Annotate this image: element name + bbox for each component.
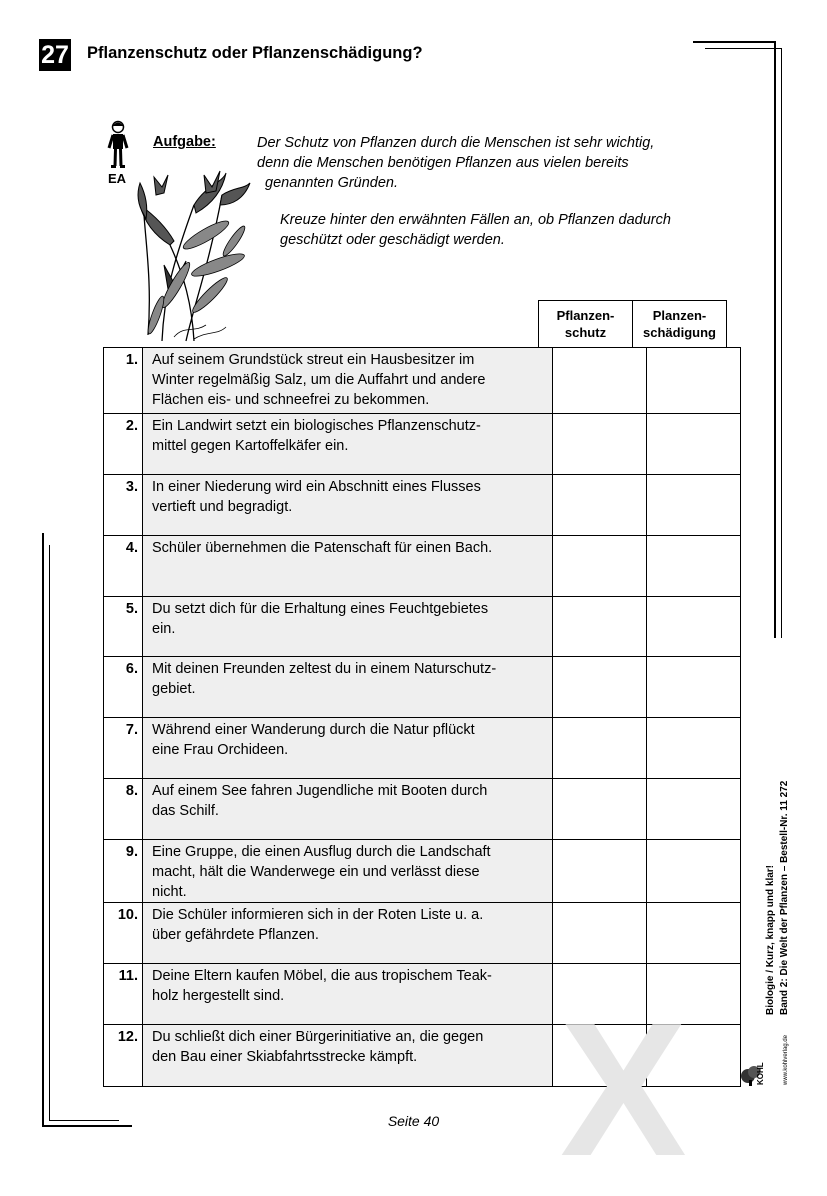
checkbox-schaedigung[interactable]: [647, 536, 741, 597]
row-number: 2.: [104, 414, 143, 475]
table-row: [104, 718, 741, 779]
statement-line: ein.: [152, 621, 176, 637]
frame-top-line-1: [693, 41, 775, 43]
checkbox-schutz[interactable]: [553, 414, 647, 475]
checkbox-schaedigung[interactable]: [647, 903, 741, 964]
publisher-url: www.kohlverlag.de: [783, 1034, 789, 1085]
row-number: 6.: [104, 657, 143, 718]
statement-line: Du setzt dich für die Erhaltung eines Feuchtgebietes: [152, 601, 489, 617]
sidebar-series-title: Biologie / Kurz, knapp und klar!: [765, 864, 776, 1015]
statement-line: über gefährdete Pflanzen.: [152, 927, 319, 943]
row-statement: [143, 779, 553, 840]
table-row: [104, 536, 741, 597]
frame-left-line-2: [49, 545, 50, 1121]
checkbox-schutz[interactable]: [553, 536, 647, 597]
statement-line: Die Schüler informieren sich in der Roten Liste u. a.: [152, 907, 484, 923]
table-row: [104, 475, 741, 536]
statement-line: Schüler übernehmen die Patenschaft für einen Bach.: [152, 540, 493, 556]
watermark-x: X: [560, 984, 687, 1196]
sidebar-band-info: Band 2: Die Welt der Pflanzen – Bestell-Nr. 11 272: [779, 780, 790, 1015]
row-statement: [143, 597, 553, 657]
row-statement: [143, 964, 553, 1025]
checkbox-schaedigung[interactable]: [647, 840, 741, 903]
intro-line-2: denn die Menschen benötigen Pflanzen aus vielen bereits: [257, 155, 629, 171]
table-row: [104, 779, 741, 840]
row-number: 1.: [104, 348, 143, 414]
checkbox-schaedigung[interactable]: [647, 779, 741, 840]
table-row: [104, 597, 741, 657]
statement-line: Mit deinen Freunden zeltest du in einem Naturschutz-: [152, 661, 497, 677]
statement-line: Eine Gruppe, die einen Ausflug durch die Landschaft: [152, 844, 491, 860]
table-row: [104, 414, 741, 475]
row-number: 9.: [104, 840, 143, 903]
table-row: [104, 903, 741, 964]
checkbox-schutz[interactable]: [553, 475, 647, 536]
row-number: 10.: [104, 903, 143, 964]
row-statement: [143, 536, 553, 597]
row-statement: [143, 414, 553, 475]
row-statement: [143, 475, 553, 536]
row-statement: [143, 657, 553, 718]
intro-line-1: Der Schutz von Pflanzen durch die Menschen ist sehr wichtig,: [257, 135, 655, 151]
statement-line: mittel gegen Kartoffelkäfer ein.: [152, 438, 349, 454]
table-row: [104, 840, 741, 903]
row-number: 8.: [104, 779, 143, 840]
row-statement: [143, 840, 553, 903]
row-number: 3.: [104, 475, 143, 536]
table-row: [104, 657, 741, 718]
publisher-name: KOHL: [756, 1062, 765, 1085]
statement-line: Ein Landwirt setzt ein biologisches Pflanzenschutz-: [152, 418, 481, 434]
statement-line: Flächen eis- und schneefrei zu bekommen.: [152, 392, 430, 408]
statement-line: nicht.: [152, 884, 187, 900]
row-statement: [143, 1025, 553, 1087]
frame-right-line-2: [781, 48, 782, 638]
row-number: 7.: [104, 718, 143, 779]
col-header-line: schädigung: [643, 325, 716, 340]
statement-line: Auf einem See fahren Jugendliche mit Booten durch: [152, 783, 488, 799]
checkbox-schaedigung[interactable]: [647, 597, 741, 657]
instruction-line-1: Kreuze hinter den erwähnten Fällen an, ob Pflanzen dadurch: [280, 212, 671, 228]
instruction-line-2: geschützt oder geschädigt werden.: [280, 232, 505, 248]
page-number: Seite 40: [387, 1113, 440, 1129]
statement-line: Deine Eltern kaufen Möbel, die aus tropischem Teak-: [152, 968, 492, 984]
intro-line-3: genannten Gründen.: [265, 175, 399, 191]
statement-line: Während einer Wanderung durch die Natur pflückt: [152, 722, 475, 738]
frame-top-line-2: [705, 48, 782, 49]
page-title: Pflanzenschutz oder Pflanzenschädigung?: [87, 44, 423, 62]
col-header-pflanzenschutz: [539, 301, 633, 348]
row-statement: [143, 903, 553, 964]
col-header-line: Planzen-: [652, 308, 707, 323]
student-icon: [106, 120, 130, 170]
col-header-pflanzenschaedigung: [633, 301, 727, 348]
frame-right-line-1: [774, 41, 776, 638]
statement-line: Auf seinem Grundstück streut ein Hausbesitzer im: [152, 352, 475, 368]
col-header-line: Pflanzen-: [556, 308, 615, 323]
checkbox-schutz[interactable]: [553, 903, 647, 964]
checkbox-schaedigung[interactable]: [647, 348, 741, 414]
table-row: [104, 348, 741, 414]
row-statement: [143, 718, 553, 779]
task-label-text: Aufgabe: [153, 134, 211, 150]
statement-line: eine Frau Orchideen.: [152, 742, 289, 758]
mode-label: EA: [108, 171, 127, 186]
row-number: 12.: [104, 1025, 143, 1087]
checkbox-schaedigung[interactable]: [647, 718, 741, 779]
frame-left-line-1: [42, 533, 44, 1127]
checkbox-schutz[interactable]: [553, 840, 647, 903]
row-number: 5.: [104, 597, 143, 657]
row-number: 11.: [104, 964, 143, 1025]
statement-line: das Schilf.: [152, 803, 219, 819]
checkbox-schutz[interactable]: [553, 718, 647, 779]
task-label: [153, 134, 216, 150]
checkbox-schutz[interactable]: [553, 597, 647, 657]
task-label-colon: :: [211, 134, 216, 150]
statement-line: Du schließt dich einer Bürgerinitiative an, die gegen: [152, 1029, 484, 1045]
gentian-flower-illustration: [134, 165, 254, 343]
column-header-table: [538, 300, 727, 348]
checkbox-schaedigung[interactable]: [647, 475, 741, 536]
statement-line: Winter regelmäßig Salz, um die Auffahrt und andere: [152, 372, 486, 388]
statement-line: gebiet.: [152, 681, 196, 697]
col-header-line: schutz: [564, 325, 607, 340]
statement-line: macht, hält die Wanderwege ein und verlässt diese: [152, 864, 480, 880]
statement-line: holz hergestellt sind.: [152, 988, 285, 1004]
checkbox-schaedigung[interactable]: [647, 414, 741, 475]
checkbox-schaedigung[interactable]: [647, 657, 741, 718]
checkbox-schutz[interactable]: [553, 779, 647, 840]
cases-table: [103, 347, 741, 1087]
statement-line: vertieft und begradigt.: [152, 499, 293, 515]
statement-line: den Bau einer Skiabfahrtsstrecke kämpft.: [152, 1049, 418, 1065]
row-statement: [143, 348, 553, 414]
exercise-number: 27: [39, 39, 71, 71]
statement-line: In einer Niederung wird ein Abschnitt eines Flusses: [152, 479, 481, 495]
checkbox-schutz[interactable]: [553, 657, 647, 718]
row-number: 4.: [104, 536, 143, 597]
checkbox-schutz[interactable]: [553, 348, 647, 414]
